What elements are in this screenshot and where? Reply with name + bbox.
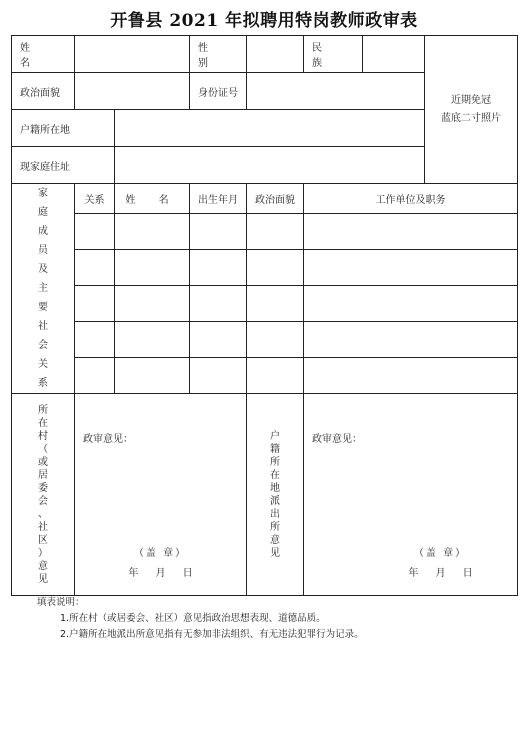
birth-cell[interactable] bbox=[190, 321, 247, 357]
birth-header: 出生年月 bbox=[190, 184, 247, 214]
address-field[interactable] bbox=[115, 147, 425, 184]
birth-cell[interactable] bbox=[190, 357, 247, 393]
member-name-header: 姓 名 bbox=[115, 184, 190, 214]
member-name-cell[interactable] bbox=[115, 285, 190, 321]
police-seal: （盖 章） bbox=[413, 548, 468, 559]
relation-cell[interactable] bbox=[75, 321, 115, 357]
village-seal: （盖 章） bbox=[133, 548, 188, 559]
ethnicity-label: 民 族 bbox=[304, 36, 363, 73]
birth-cell[interactable] bbox=[190, 285, 247, 321]
relation-cell[interactable] bbox=[75, 357, 115, 393]
village-date: 年 月 日 bbox=[128, 568, 193, 579]
id-number-label: 身份证号 bbox=[190, 73, 247, 110]
relation-cell[interactable] bbox=[75, 249, 115, 285]
family-row bbox=[12, 249, 518, 285]
id-number-field[interactable] bbox=[247, 73, 425, 110]
village-opinion-side-label: 所 在 村 （ 或 居 委 会 、 社 区 ） 意 见 bbox=[12, 394, 75, 596]
notes-heading: 填表说明： bbox=[37, 597, 85, 608]
family-row bbox=[12, 285, 518, 321]
relation-header: 关系 bbox=[75, 184, 115, 214]
form-notes bbox=[37, 595, 364, 643]
family-row bbox=[12, 321, 518, 357]
police-opinion-box[interactable] bbox=[304, 394, 518, 596]
photo-hint-line2: 蓝底二寸照片 bbox=[441, 112, 501, 124]
gender-label: 性 别 bbox=[190, 36, 247, 73]
birth-cell[interactable] bbox=[190, 249, 247, 285]
employer-cell[interactable] bbox=[304, 321, 518, 357]
village-opinion-label: 政审意见： bbox=[83, 434, 133, 445]
form-title: 开鲁县 2021 年拟聘用特岗教师政审表 bbox=[110, 11, 418, 31]
employer-cell[interactable] bbox=[304, 285, 518, 321]
family-row bbox=[12, 213, 518, 249]
household-label: 户籍所在地 bbox=[12, 110, 115, 147]
household-field[interactable] bbox=[115, 110, 425, 147]
family-side-label: 家 庭 成 员 及 主 要 社 会 关 系 bbox=[12, 184, 75, 394]
employer-cell[interactable] bbox=[304, 213, 518, 249]
photo-box bbox=[425, 36, 518, 184]
name-field[interactable] bbox=[75, 36, 190, 73]
member-political-cell[interactable] bbox=[247, 357, 304, 393]
police-opinion-label: 政审意见： bbox=[312, 434, 362, 445]
member-name-cell[interactable] bbox=[115, 357, 190, 393]
relation-cell[interactable] bbox=[75, 213, 115, 249]
police-date: 年 月 日 bbox=[408, 568, 473, 579]
member-political-header: 政治面貌 bbox=[247, 184, 304, 214]
name-label: 姓 名 bbox=[12, 36, 75, 73]
gender-field[interactable] bbox=[247, 36, 304, 73]
member-political-cell[interactable] bbox=[247, 213, 304, 249]
police-opinion-side-label: 户 籍 所 在 地 派 出 所 意 见 bbox=[247, 394, 304, 596]
employer-header: 工作单位及职务 bbox=[304, 184, 518, 214]
ethnicity-field[interactable] bbox=[363, 36, 425, 73]
member-political-cell[interactable] bbox=[247, 285, 304, 321]
relation-cell[interactable] bbox=[75, 285, 115, 321]
member-name-cell[interactable] bbox=[115, 321, 190, 357]
member-name-cell[interactable] bbox=[115, 249, 190, 285]
political-status-field[interactable] bbox=[75, 73, 190, 110]
employer-cell[interactable] bbox=[304, 357, 518, 393]
address-label: 现家庭住址 bbox=[12, 147, 115, 184]
member-political-cell[interactable] bbox=[247, 249, 304, 285]
member-political-cell[interactable] bbox=[247, 321, 304, 357]
photo-hint-line1: 近期免冠 bbox=[451, 94, 491, 106]
political-review-form bbox=[11, 35, 518, 596]
note-item: 1.所在村（或居委会、社区）意见指政治思想表现、道德品质。 bbox=[60, 613, 326, 624]
note-item: 2.户籍所在地派出所意见指有无参加非法组织、有无违法犯罪行为记录。 bbox=[60, 629, 364, 640]
village-opinion-box[interactable] bbox=[75, 394, 247, 596]
family-row bbox=[12, 357, 518, 393]
employer-cell[interactable] bbox=[304, 249, 518, 285]
political-status-label: 政治面貌 bbox=[12, 73, 75, 110]
member-name-cell[interactable] bbox=[115, 213, 190, 249]
birth-cell[interactable] bbox=[190, 213, 247, 249]
